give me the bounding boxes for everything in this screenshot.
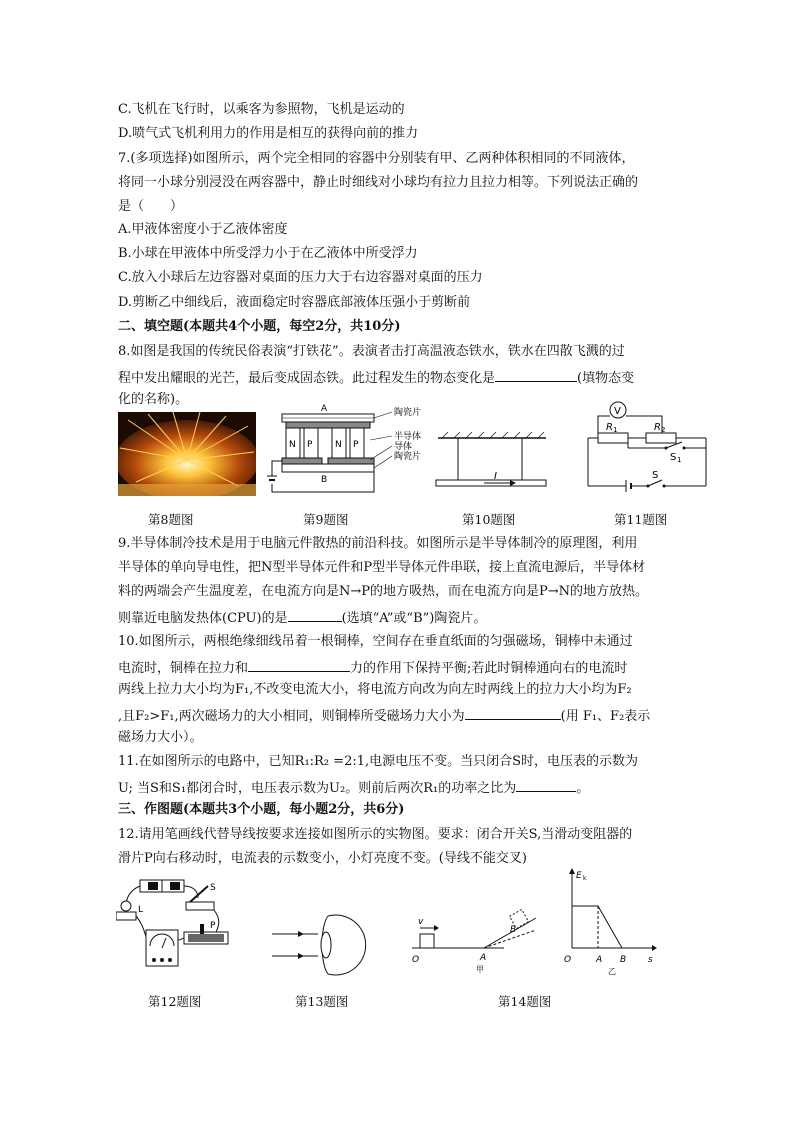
q11-line2 <box>118 777 589 798</box>
q7-option-b: B.小球在甲液体中所受浮力小于在乙液体中所受浮力 <box>118 246 418 261</box>
q10-line5: 磁场力大小）。 <box>118 730 203 745</box>
section2-heading: 二、填空题(本题共4个小题，每空2分，共10分) <box>118 319 401 334</box>
q9-line4-text: 则靠近电脑发热体(CPU)的是 <box>118 611 288 626</box>
section3-heading: 三、作图题(本题共3个小题，每小题2分，共6分) <box>118 802 405 817</box>
fig14-label-jia: 甲 <box>476 965 484 974</box>
q7-option-a: A.甲液体密度小于乙液体密度 <box>118 222 288 237</box>
fig11-label-s: S <box>652 470 659 481</box>
fig9-label-n1: N <box>289 440 296 450</box>
fig12-label-p: P <box>210 921 216 931</box>
fig9-label-ceramic-bottom: 陶瓷片 <box>394 452 422 462</box>
fig13-eye-diagram <box>268 912 378 978</box>
fig12-apparatus-diagram <box>116 868 230 978</box>
q8-line2-tail: (填物态变 <box>577 371 635 386</box>
fig9-label-ceramic-top: 陶瓷片 <box>394 408 422 418</box>
fig14-motion-graph-diagram <box>408 866 658 978</box>
q7-option-c: C.放入小球后左边容器对桌面的压力大于右边容器对桌面的压力 <box>118 270 483 285</box>
fig8-caption: 第8题图 <box>148 512 194 527</box>
fig9-label-n2: N <box>335 440 342 450</box>
q12-line2: 滑片P向右移动时，电流表的示数变小，小灯亮度不变。(导线不能交叉) <box>118 851 527 866</box>
fig11-caption: 第11题图 <box>614 512 668 527</box>
fig9-label-b: B <box>321 475 328 485</box>
fig11-label-r2: R <box>654 422 661 433</box>
fig8-iron-flower-photo <box>118 412 256 496</box>
fig9-label-semiconductor: 半导体 <box>394 432 422 442</box>
q10-line4-tail: (用 F₁、F₂表示 <box>560 709 651 724</box>
q10-line2-tail: 力的作用下保持平衡;若此时铜棒通向右的电流时 <box>350 661 628 676</box>
q9-answer-blank[interactable] <box>288 607 342 622</box>
q6-option-c: C.飞机在飞行时，以乘客为参照物，飞机是运动的 <box>118 102 405 117</box>
fig14-label-o: O <box>412 955 420 965</box>
q8-line1: 8.如图是我国的传统民俗表演“打铁花”。表演者击打高温液态铁水，铁水在四散飞溅的过 <box>118 344 625 359</box>
q9-line2: 半导体的单向导电性，把N型半导体元件和P型半导体元件串联，接上直流电源后，半导体材 <box>118 560 646 575</box>
fig11-label-r1-sub: 1 <box>613 426 618 434</box>
q7-stem-line3: 是（ ） <box>118 199 184 214</box>
fig10-label-current: I <box>494 471 497 482</box>
fig9-semiconductor-diagram <box>266 402 446 498</box>
fig9-label-a: A <box>321 404 328 414</box>
fig11-label-voltmeter: V <box>614 406 621 417</box>
q7-stem-line2: 将同一小球分别浸没在两容器中，静止时细线对小球均有拉力且拉力相等。下列说法正确的 <box>118 175 639 190</box>
fig14-caption: 第14题图 <box>498 994 552 1009</box>
q8-line2 <box>118 367 634 388</box>
q8-line2-text: 程中发出耀眼的光芒，最后变成固态铁。此过程发生的物态变化是 <box>118 371 496 386</box>
q11-answer-blank[interactable] <box>516 777 576 792</box>
fig9-label-conductor: 导体 <box>394 442 413 452</box>
fig14-label-a: A <box>480 953 487 963</box>
fig14-label-o2: O <box>564 955 572 965</box>
q10-line4-text: ,且F₂>F₁,两次磁场力的大小相同，则铜棒所受磁场力大小为 <box>118 709 465 724</box>
fig10-caption: 第10题图 <box>462 512 516 527</box>
q10-answer-blank-2[interactable] <box>465 705 561 720</box>
fig14-label-b2: B <box>620 955 627 965</box>
q8-answer-blank[interactable] <box>495 367 577 382</box>
q11-line2-text: U; 当S和S₁都闭合时，电压表示数为U₂。则前后两次R₁的功率之比为 <box>118 781 517 796</box>
q10-line1: 10.如图所示，两根绝缘细线吊着一根铜棒，空间存在垂直纸面的匀强磁场，铜棒中未通过 <box>118 634 633 649</box>
q8-line3: 化的名称)。 <box>118 392 189 407</box>
q10-line3: 两线上拉力大小均为F₁,不改变电流大小，将电流方向改为向左时两线上的拉力大小均为F₂ <box>118 682 632 697</box>
q10-line2-text: 电流时，铜棒在拉力和 <box>118 661 249 676</box>
q9-line4-tail: (选填“A”或“B”)陶瓷片。 <box>341 611 487 626</box>
q7-stem-line1: 7.(多项选择)如图所示，两个完全相同的容器中分别装有甲、乙两种体积相同的不同液体， <box>118 151 635 166</box>
fig12-caption: 第12题图 <box>148 994 202 1009</box>
fig11-circuit-diagram <box>586 398 710 498</box>
fig11-label-s1-sub: 1 <box>677 456 682 464</box>
q10-line2 <box>118 657 627 678</box>
fig14-label-b: B <box>510 925 517 935</box>
fig14-label-a2: A <box>596 955 603 965</box>
fig10-copper-rod-diagram <box>434 428 550 498</box>
fig14-label-s: s <box>648 955 653 965</box>
q10-line4 <box>118 705 650 726</box>
q9-line4 <box>118 607 486 628</box>
fig14-label-v: v <box>418 917 424 927</box>
q12-line1: 12.请用笔画线代替导线按要求连接如图所示的实物图。要求：闭合开关S,当滑动变阻器的 <box>118 827 633 842</box>
fig14-label-yi: 乙 <box>608 967 616 976</box>
q9-line3: 料的两端会产生温度差，在电流方向是N→P的地方吸热，而在电流方向是P→N的地方放热。 <box>118 584 649 599</box>
fig13-caption: 第13题图 <box>295 994 349 1009</box>
fig9-label-p2: P <box>353 440 359 450</box>
q6-option-d: D.喷气式飞机利用力的作用是相互的获得向前的推力 <box>118 126 419 141</box>
q9-line1: 9.半导体制冷技术是用于电脑元件散热的前沿科技。如图所示是半导体制冷的原理图，利用 <box>118 536 638 551</box>
fig12-label-s: S <box>210 883 216 893</box>
q11-line2-tail: 。 <box>576 781 590 796</box>
fig9-caption: 第9题图 <box>303 512 349 527</box>
fig14-label-ek: E <box>576 871 582 881</box>
fig12-label-l: L <box>138 905 144 915</box>
fig9-label-p1: P <box>307 440 313 450</box>
fig11-label-s1: S <box>670 452 677 463</box>
q11-line1: 11.在如图所示的电路中，已知R₁:R₂ =2:1,电源电压不变。当只闭合S时，电压表的示数为 <box>118 754 639 769</box>
q7-option-d: D.剪断乙中细线后，液面稳定时容器底部液体压强小于剪断前 <box>118 295 471 310</box>
fig14-label-ek-sub: k <box>583 875 587 882</box>
fig11-label-r2-sub: 2 <box>661 426 666 434</box>
q10-answer-blank-1[interactable] <box>248 657 350 672</box>
fig11-label-r1: R <box>606 422 613 433</box>
